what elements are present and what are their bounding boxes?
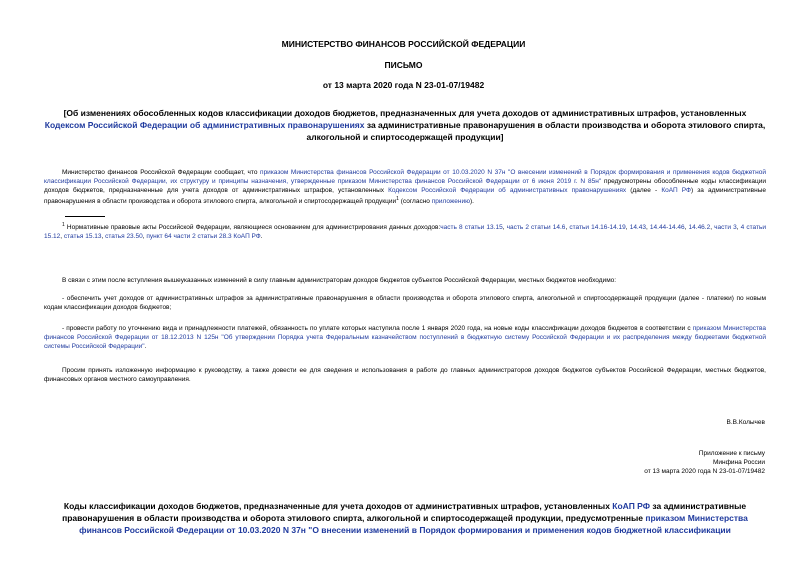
signature: В.В.Колычев xyxy=(726,419,765,426)
body-paragraph-2: - обеспечить учет доходов от административных штрафов за административные правонарушения в области производства и оборота этилового спирта, алкогольной и спиртосодержащей продукции (далее - платежи) по новым кодам классификации доходов бюджетов; xyxy=(44,295,766,311)
appendix-link[interactable]: приложению xyxy=(431,198,470,206)
ministry-title: МИНИСТЕРСТВО ФИНАНСОВ РОССИЙСКОЙ ФЕДЕРАЦИИ xyxy=(281,39,526,49)
intro-text: ). xyxy=(469,198,474,206)
subject-text-2: за административные правонарушения в области производства и оборота этилового спирта, алкогольной и спиртосодержащей продукции] xyxy=(306,120,766,142)
intro-paragraph xyxy=(44,168,766,206)
koap-link[interactable]: Кодексом Российской Федерации об административных правонарушениях xyxy=(388,187,627,194)
appendix-note-line: от 13 марта 2020 года N 23-01-07/19482 xyxy=(644,468,765,475)
body-text: - провести работу по уточнению вида и принадлежности платежей, обязанность по уплате которых наступила после 1 января 2020 года, на новые коды классификации доходов бюджетов в соответствии с xyxy=(62,325,693,332)
appendix-title-text: Коды классификации доходов бюджетов, предназначенные для учета доходов от административных штрафов, установленных xyxy=(63,501,613,511)
koap-short-link[interactable]: КоАП РФ xyxy=(661,187,691,194)
footnote-text: Нормативные правовые акты Российской Федерации, являющиеся основанием для администрирования данных доходов: xyxy=(64,224,441,232)
footnote-marker: 1 xyxy=(396,196,399,202)
doc-date-number: от 13 марта 2020 года N 23-01-07/19482 xyxy=(322,80,485,90)
intro-text: Министерство финансов Российской Федерации сообщает, что xyxy=(62,169,261,176)
footnote-separator: , xyxy=(60,233,64,241)
footnote-number: 1 xyxy=(62,222,65,228)
body-paragraph-4: Просим принять изложенную информацию к руководству, а также довести ее для сведения и использования в работе до главных администраторов доходов бюджетов субъектов Российской Федерации, местных бюджетов, финансовых органов местного самоуправления. xyxy=(44,367,766,383)
appendix-note-line: Приложение к письму xyxy=(698,450,765,457)
footnote-law-link[interactable]: часть 2 статьи 14.6 xyxy=(506,224,566,232)
subject-text-1: [Об изменениях обособленных кодов классификации доходов бюджетов, предназначенных для учета доходов от административных штрафов, установленных xyxy=(63,108,747,118)
footnote-separator: , xyxy=(645,224,650,232)
footnote-separator: , xyxy=(565,224,570,232)
footnote-law-link[interactable]: 14.44-14.46 xyxy=(649,224,685,232)
footnote-law-link[interactable]: 14.43 xyxy=(629,224,646,232)
doc-type: ПИСЬМО xyxy=(384,60,423,70)
footnote-law-link[interactable]: часть 8 статьи 13.15 xyxy=(440,224,503,232)
footnote-separator: , xyxy=(101,233,106,241)
appendix-note-line: Минфина России xyxy=(712,459,765,466)
footnote-law-link[interactable]: пункт 64 части 2 статьи 28.3 КоАП РФ xyxy=(146,233,261,241)
footnote-law-link[interactable]: статья 15.13 xyxy=(63,233,102,241)
koap-short-link[interactable]: КоАП РФ xyxy=(612,501,650,511)
order-125n-link[interactable]: приказом Министерства финансов Российской Федерации от 18.12.2013 N 125н "Об утверждении Порядка учета Федеральным казначейством поступлений в бюджетную систему Российской Федерации и их распределения между бюджетами бюджетной системы Российской Федерации" xyxy=(44,325,766,350)
intro-text: ) за административные правонарушения в области производства и оборота этилового спирта, алкогольной и спиртосодержащей продукции xyxy=(44,187,766,206)
intro-text: (согласно xyxy=(398,198,432,206)
order-37n-link[interactable]: приказом Министерства финансов Российской Федерации от 10.03.2020 N 37н "О внесении изменений в Порядок формирования и применения кодов бюджетной классификации xyxy=(79,513,748,535)
intro-text: предусмотрены обособленные коды классификации доходов бюджетов, предназначенные для учета доходов от административных штрафов, установленных xyxy=(44,178,766,194)
appendix-title-text: за административные правонарушения в области производства и оборота этилового спирта, алкогольной и спиртосодержащей продукции, предусмотренные xyxy=(62,501,747,523)
body-text: . xyxy=(144,343,147,350)
footnote-separator: , xyxy=(684,224,689,232)
footnote-law-link[interactable]: 4 статьи 15.12 xyxy=(44,224,766,241)
footnote-separator: , xyxy=(142,233,147,241)
footnote xyxy=(44,221,766,241)
footnote-separator: , xyxy=(625,224,630,232)
footnote-law-link[interactable]: статьи 14.16-14.19 xyxy=(569,224,626,232)
footnote-separator: . xyxy=(260,233,263,241)
koap-link[interactable]: Кодексом Российской Федерации об административных правонарушениях xyxy=(44,120,365,130)
footnote-separator: , xyxy=(710,224,715,232)
subject-title xyxy=(44,107,766,143)
intro-text: (далее - xyxy=(626,187,662,194)
footnote-separator: , xyxy=(502,224,507,232)
footnote-separator: , xyxy=(736,224,741,232)
footnote-law-link[interactable]: статья 23.50 xyxy=(105,233,143,241)
appendix-title xyxy=(44,500,766,536)
footnote-law-link[interactable]: 14.46.2 xyxy=(688,224,711,232)
footnote-divider xyxy=(65,216,105,217)
body-paragraph-3 xyxy=(44,324,766,351)
footnote-law-link[interactable]: части 3 xyxy=(714,224,737,232)
body-paragraph-1: В связи с этим после вступления вышеуказанных изменений в силу главным администраторам доходов бюджетов субъектов Российской Федерации, местных бюджетов необходимо: xyxy=(62,277,617,284)
appendix-note xyxy=(644,449,765,476)
order-37n-link[interactable]: приказом Министерства финансов Российской Федерации от 10.03.2020 N 37н "О внесении изменений в Порядок формирования и применения кодов бюджетной классификации Российской Федерации, их структуру и принципы назначения, утвержденные приказом Министерства финансов Российской Федерации от 6 июня 2019 г. N 85н" xyxy=(44,169,766,185)
